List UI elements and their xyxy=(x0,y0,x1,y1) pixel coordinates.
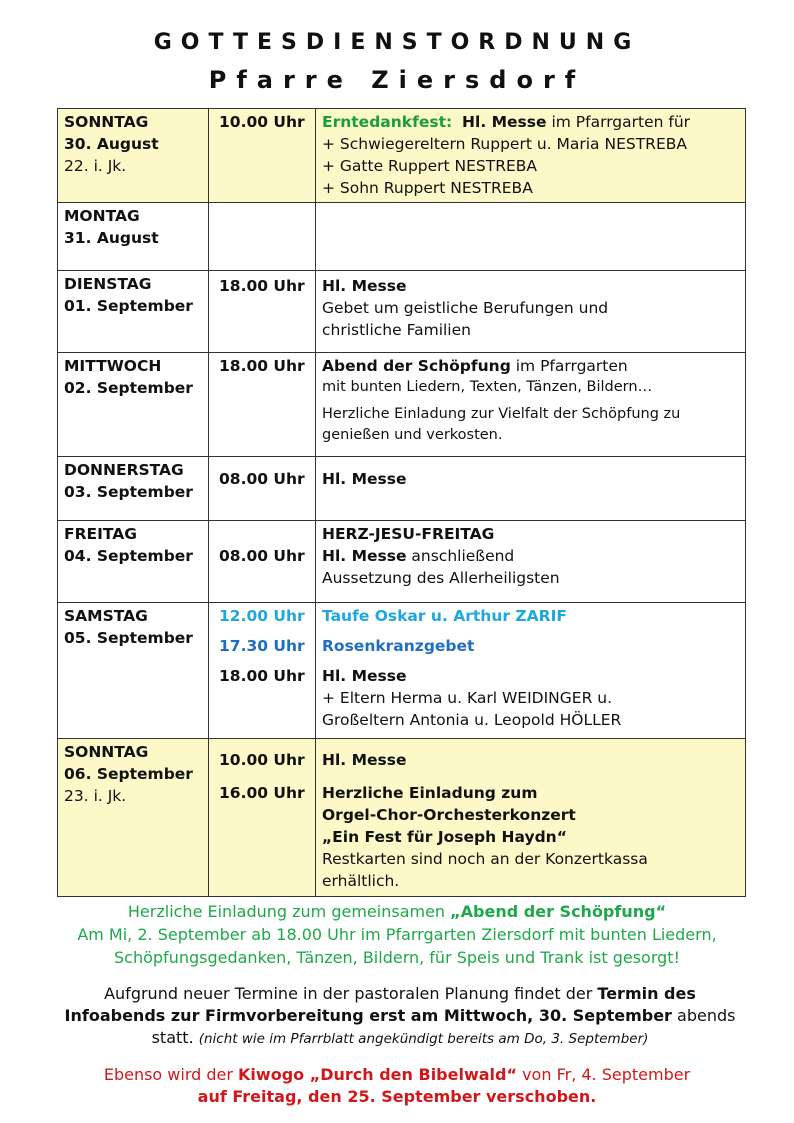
event-title: Taufe Oskar u. Arthur ZARIF xyxy=(322,607,567,625)
time-cell xyxy=(209,203,316,271)
day-name: DONNERSTAG xyxy=(64,461,184,479)
table-row xyxy=(58,353,746,457)
day-cell xyxy=(58,457,209,521)
notice-remark: (nicht wie im Pfarrblatt angekündigt bereits am Do, 3. September) xyxy=(198,1031,649,1047)
time: 18.00 Uhr xyxy=(219,277,305,295)
event-line: Restkarten sind noch an der Konzertkassa xyxy=(322,850,648,868)
invitation-text: Am Mi, 2. September ab 18.00 Uhr im Pfarrgarten Ziersdorf mit bunten Liedern, xyxy=(77,925,717,944)
day-name: SAMSTAG xyxy=(64,607,148,625)
notice-highlight: auf Freitag, den 25. September verschoben. xyxy=(197,1087,597,1106)
event-title: Hl. Messe xyxy=(462,113,547,131)
invitation-text: Schöpfungsgedanken, Tänzen, Bildern, für Speis und Trank ist gesorgt! xyxy=(114,948,680,967)
event-title: Herzliche Einladung zum xyxy=(322,784,538,802)
time-cell xyxy=(209,457,316,521)
time: 08.00 Uhr xyxy=(219,547,305,565)
event-line: Herzliche Einladung zur Vielfalt der Schöpfung zu xyxy=(322,406,681,422)
day-date: 04. September xyxy=(64,547,193,565)
event-title: Hl. Messe xyxy=(322,667,407,685)
liturgical-week: 22. i. Jk. xyxy=(64,157,127,175)
notice-text: Ebenso wird der xyxy=(103,1065,239,1084)
day-date: 06. September xyxy=(64,765,193,783)
event-heading: HERZ-JESU-FREITAG xyxy=(322,525,495,543)
page-title: GOTTESDIENSTORDNUNG xyxy=(153,30,641,55)
table-row xyxy=(58,739,746,897)
event-cell xyxy=(316,603,746,739)
event-text: im Pfarrgarten xyxy=(510,357,628,375)
table-row xyxy=(58,457,746,521)
event-title: Hl. Messe xyxy=(322,277,407,295)
day-name: DIENSTAG xyxy=(64,275,152,293)
day-cell xyxy=(58,739,209,897)
day-cell xyxy=(58,203,209,271)
event-cell xyxy=(316,353,746,457)
event-title: „Ein Fest für Joseph Haydn“ xyxy=(322,828,567,846)
event-title: Hl. Messe xyxy=(322,751,407,769)
time: 16.00 Uhr xyxy=(219,784,305,802)
day-name: SONNTAG xyxy=(64,743,149,761)
intention-line: + Gatte Ruppert NESTREBA xyxy=(322,157,538,175)
event-cell xyxy=(316,739,746,897)
day-cell xyxy=(58,521,209,603)
intention-line: + Schwiegereltern Ruppert u. Maria NESTREBA xyxy=(322,135,687,153)
notice-text: Aufgrund neuer Termine in der pastoralen Planung findet der xyxy=(104,984,598,1003)
day-date: 05. September xyxy=(64,629,193,647)
event-text: anschließend xyxy=(406,547,515,565)
intention-line: + Sohn Ruppert NESTREBA xyxy=(322,179,533,197)
table-row xyxy=(58,271,746,353)
notice-text: von Fr, 4. September xyxy=(517,1065,691,1084)
day-date: 01. September xyxy=(64,297,193,315)
day-date: 03. September xyxy=(64,483,193,501)
day-cell xyxy=(58,109,209,203)
day-name: MITTWOCH xyxy=(64,357,162,375)
event-text: im Pfarrgarten für xyxy=(546,113,691,131)
invitation-highlight: „Abend der Schöpfung“ xyxy=(450,902,667,921)
event-cell xyxy=(316,271,746,353)
notice-highlight: Termin des Infoabends zur Firmvorbereitung erst am Mittwoch, 30. September xyxy=(64,984,696,1025)
postponement-notice xyxy=(0,1064,794,1108)
table-row xyxy=(58,203,746,271)
event-line: genießen und verkosten. xyxy=(322,427,503,443)
day-cell xyxy=(58,271,209,353)
event-cell xyxy=(316,457,746,521)
event-title: Orgel-Chor-Orchesterkonzert xyxy=(322,806,576,824)
event-line: christliche Familien xyxy=(322,321,471,339)
notice-text: abends statt. xyxy=(151,1006,736,1047)
day-name: MONTAG xyxy=(64,207,140,225)
event-line: Aussetzung des Allerheiligsten xyxy=(322,569,560,587)
event-line: Gebet um geistliche Berufungen und xyxy=(322,299,609,317)
liturgical-week: 23. i. Jk. xyxy=(64,787,127,805)
day-name: SONNTAG xyxy=(64,113,149,131)
event-line: mit bunten Liedern, Texten, Tänzen, Bildern… xyxy=(322,379,653,395)
invitation-note xyxy=(0,900,794,969)
intention-line: + Eltern Herma u. Karl WEIDINGER u. xyxy=(322,689,613,707)
event-cell xyxy=(316,203,746,271)
table-row xyxy=(58,603,746,739)
time-cell xyxy=(209,271,316,353)
event-cell xyxy=(316,521,746,603)
invitation-text: Herzliche Einladung zum gemeinsamen xyxy=(127,902,451,921)
table-row xyxy=(58,521,746,603)
event-title: Hl. Messe xyxy=(322,547,407,565)
time: 10.00 Uhr xyxy=(219,113,305,131)
time-cell xyxy=(209,739,316,897)
intention-line: Großeltern Antonia u. Leopold HÖLLER xyxy=(322,711,622,729)
notice-highlight: Kiwogo „Durch den Bibelwald“ xyxy=(238,1065,517,1084)
day-date: 30. August xyxy=(64,135,159,153)
time: 18.00 Uhr xyxy=(219,357,305,375)
time: 18.00 Uhr xyxy=(219,667,305,685)
event-title: Hl. Messe xyxy=(322,470,407,488)
event-title: Abend der Schöpfung xyxy=(322,357,511,375)
time: 08.00 Uhr xyxy=(219,470,305,488)
event-cell xyxy=(316,109,746,203)
time: 17.30 Uhr xyxy=(219,637,305,655)
day-date: 02. September xyxy=(64,379,193,397)
time-cell xyxy=(209,603,316,739)
day-cell xyxy=(58,603,209,739)
time-cell xyxy=(209,521,316,603)
table-row xyxy=(58,109,746,203)
event-prefix: Erntedankfest: xyxy=(322,113,453,131)
event-line: erhältlich. xyxy=(322,872,400,890)
parish-name: Pfarre Ziersdorf xyxy=(208,66,586,94)
day-date: 31. August xyxy=(64,229,159,247)
day-name: FREITAG xyxy=(64,525,137,543)
time-cell xyxy=(209,109,316,203)
schedule-table xyxy=(57,108,746,897)
time: 12.00 Uhr xyxy=(219,607,305,625)
time: 10.00 Uhr xyxy=(219,751,305,769)
confirmation-notice xyxy=(60,983,740,1050)
day-cell xyxy=(58,353,209,457)
time-cell xyxy=(209,353,316,457)
event-title: Rosenkranzgebet xyxy=(322,637,475,655)
